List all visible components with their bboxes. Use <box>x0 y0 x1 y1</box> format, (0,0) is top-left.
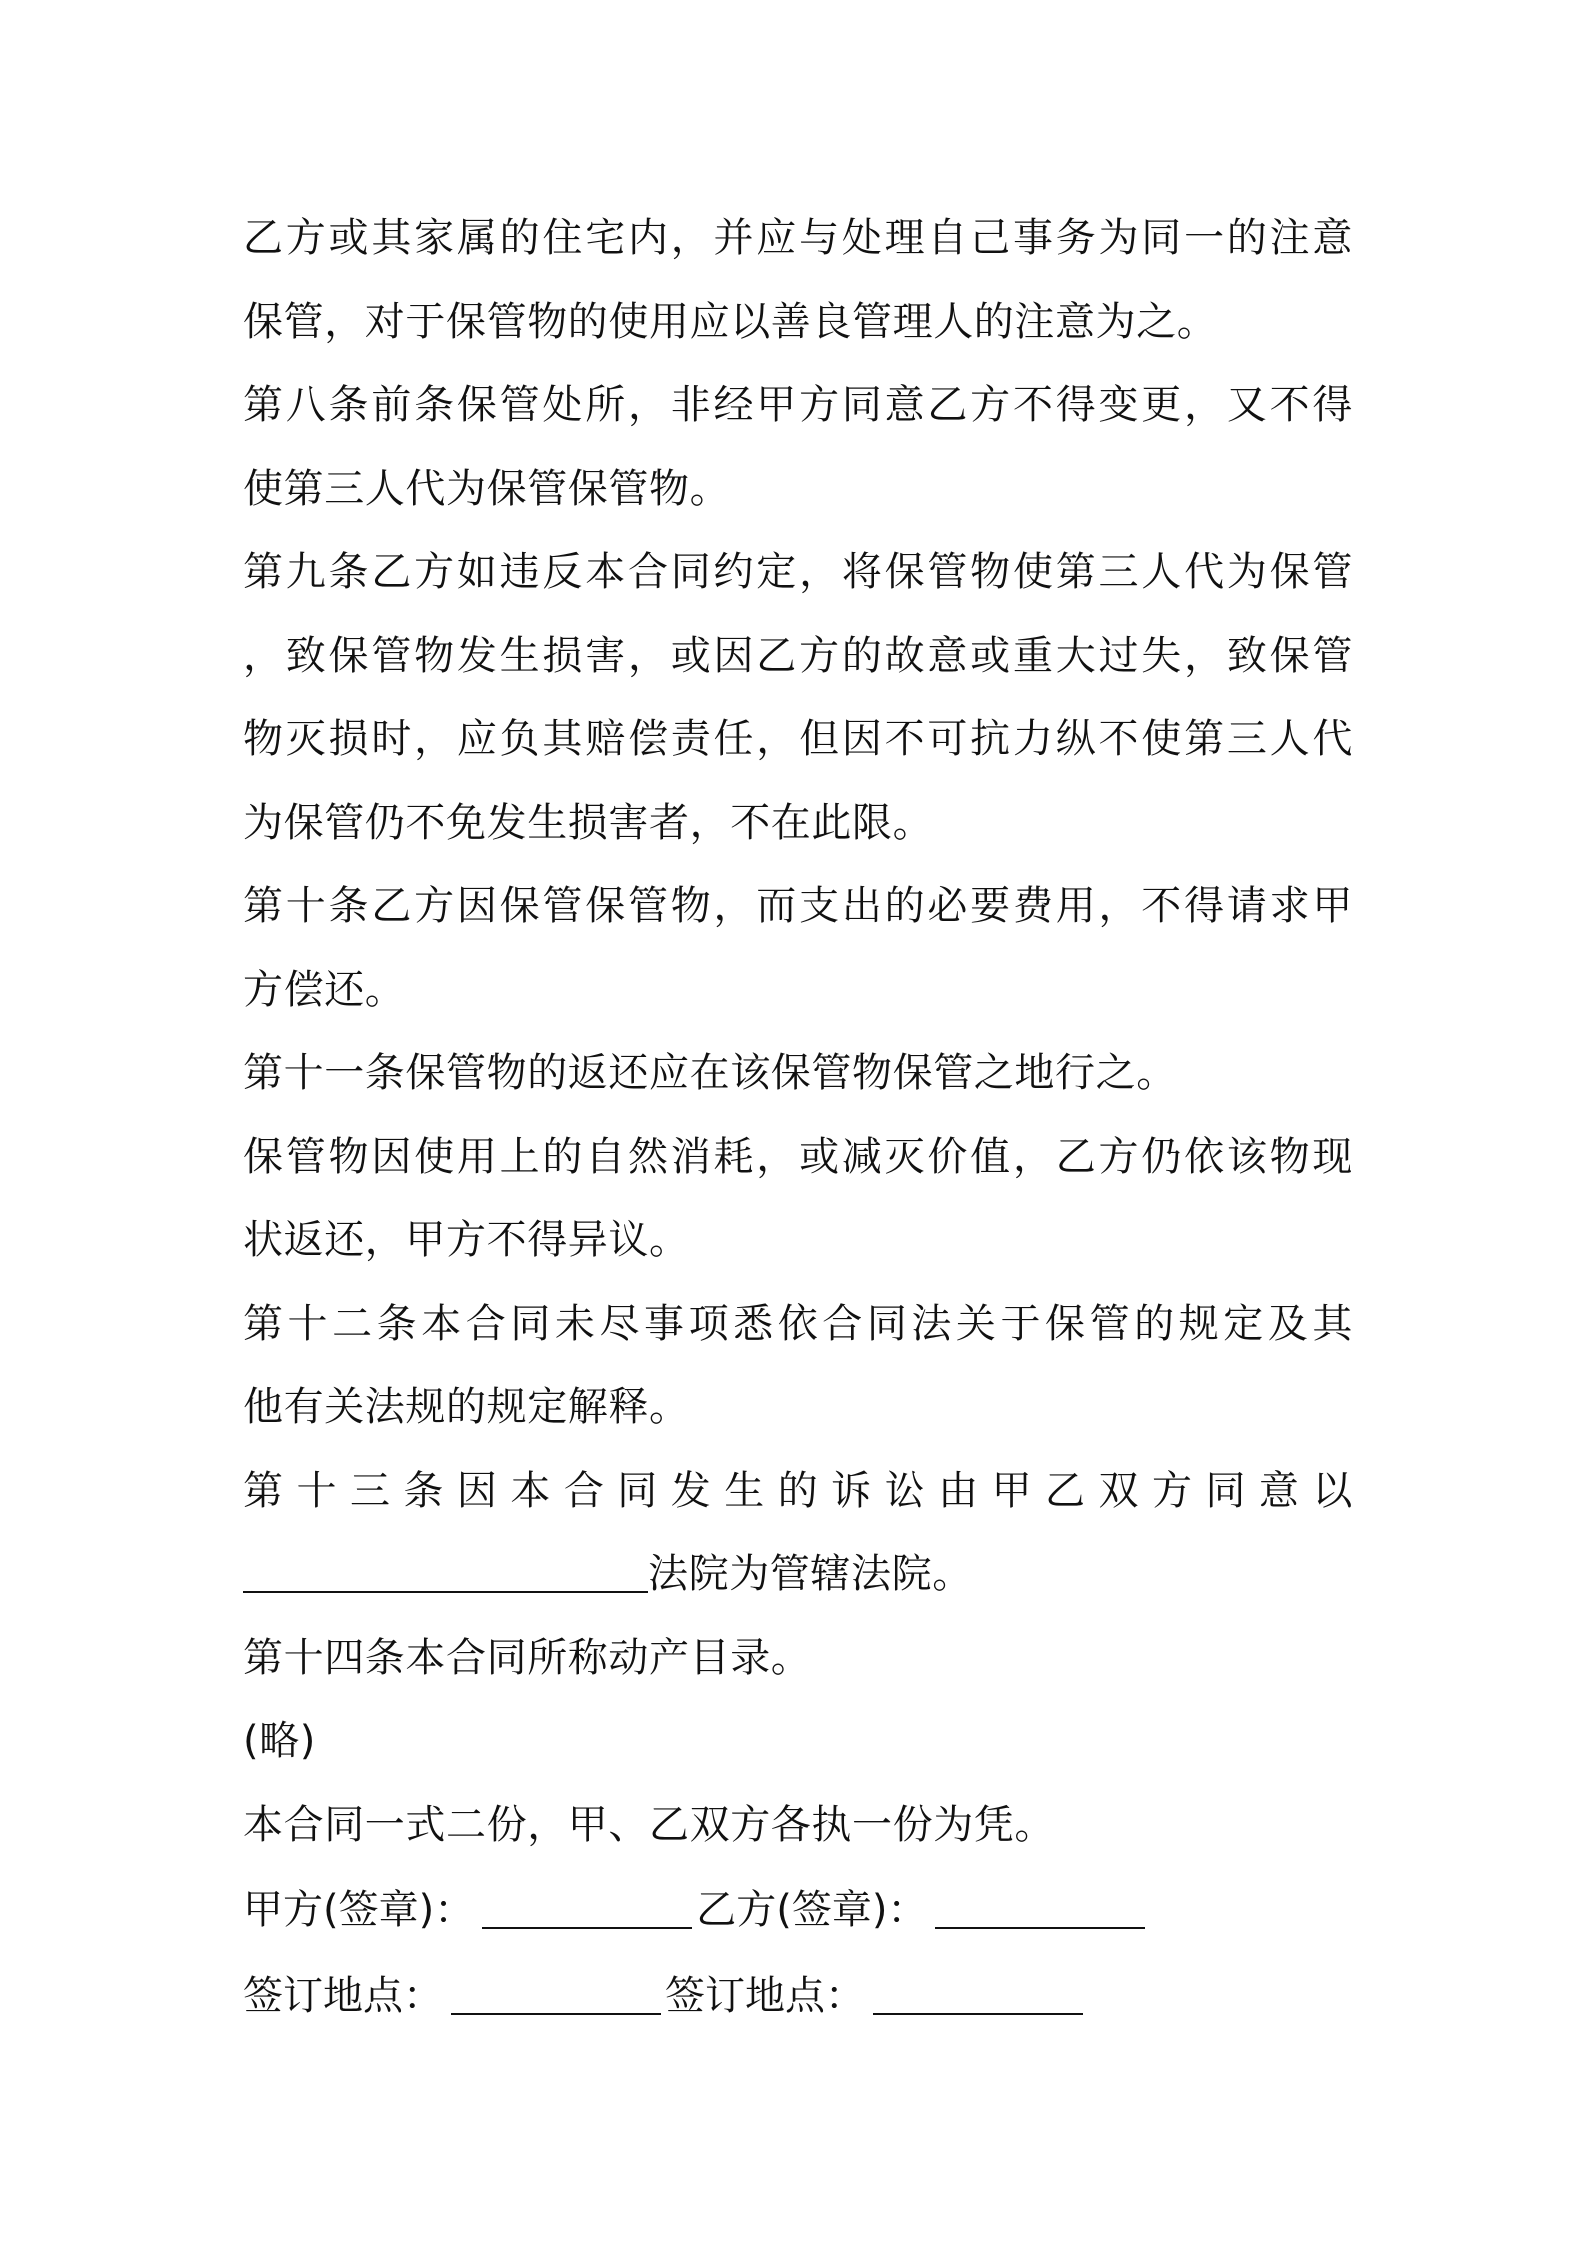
place-a-label: 签订地点： <box>243 1973 443 2019</box>
party-b-blank[interactable] <box>935 1887 1145 1929</box>
text-line: 他有关法规的规定解释。 <box>243 1384 690 1430</box>
article-12-line: 第十二条本合同未尽事项悉依合同法关于保管的规定及其 <box>243 1300 1353 1347</box>
text-line: 状返还，甲方不得异议。 <box>243 1217 690 1263</box>
court-line <box>243 1533 1353 1617</box>
text-line: 保管，对于保管物的使用应以善良管理人的注意为之。 <box>243 298 1218 345</box>
contract-body <box>243 197 1353 2039</box>
text-line: 保管物因使用上的自然消耗，或减灭价值，乙方仍依该物现 <box>243 1133 1353 1180</box>
signature-row <box>243 1867 1353 1953</box>
party-a-blank[interactable] <box>482 1887 692 1929</box>
place-b-label: 签订地点： <box>665 1973 865 2019</box>
omitted-note: (略) <box>243 1718 317 1764</box>
article-8-line: 第八条前条保管处所，非经甲方同意乙方不得变更，又不得 <box>243 382 1353 428</box>
text-line: 使第三人代为保管保管物。 <box>243 465 731 512</box>
text-line: ，致保管物发生损害，或因乙方的故意或重大过失，致保管 <box>243 632 1353 679</box>
court-suffix: 法院为管辖法院。 <box>648 1551 973 1597</box>
text-line: 物灭损时，应负其赔偿责任，但因不可抗力纵不使第三人代 <box>243 716 1353 762</box>
copies-line: 本合同一式二份，甲、乙双方各执一份为凭。 <box>243 1801 1055 1848</box>
place-a-blank[interactable] <box>451 1973 661 2015</box>
party-a-label: 甲方(签章)： <box>243 1887 475 1933</box>
article-9-line: 第九条乙方如违反本合同约定，将保管物使第三人代为保管 <box>243 549 1353 595</box>
article-11-line: 第十一条保管物的返还应在该保管物保管之地行之。 <box>243 1050 1177 1096</box>
court-blank[interactable] <box>243 1551 648 1593</box>
article-13-line: 第十三条因本合同发生的诉讼由甲乙双方同意以 <box>243 1467 1353 1514</box>
place-row <box>243 1953 1353 2039</box>
text-line: 乙方或其家属的住宅内，并应与处理自己事务为同一的注意 <box>243 215 1353 261</box>
article-14-line: 第十四条本合同所称动产目录。 <box>243 1634 812 1681</box>
text-line: 为保管仍不免发生损害者，不在此限。 <box>243 799 934 846</box>
place-b-blank[interactable] <box>873 1973 1083 2015</box>
party-b-label: 乙方(签章)： <box>696 1887 928 1933</box>
text-line: 方偿还。 <box>243 966 406 1013</box>
article-10-line: 第十条乙方因保管保管物，而支出的必要费用，不得请求甲 <box>243 883 1353 929</box>
